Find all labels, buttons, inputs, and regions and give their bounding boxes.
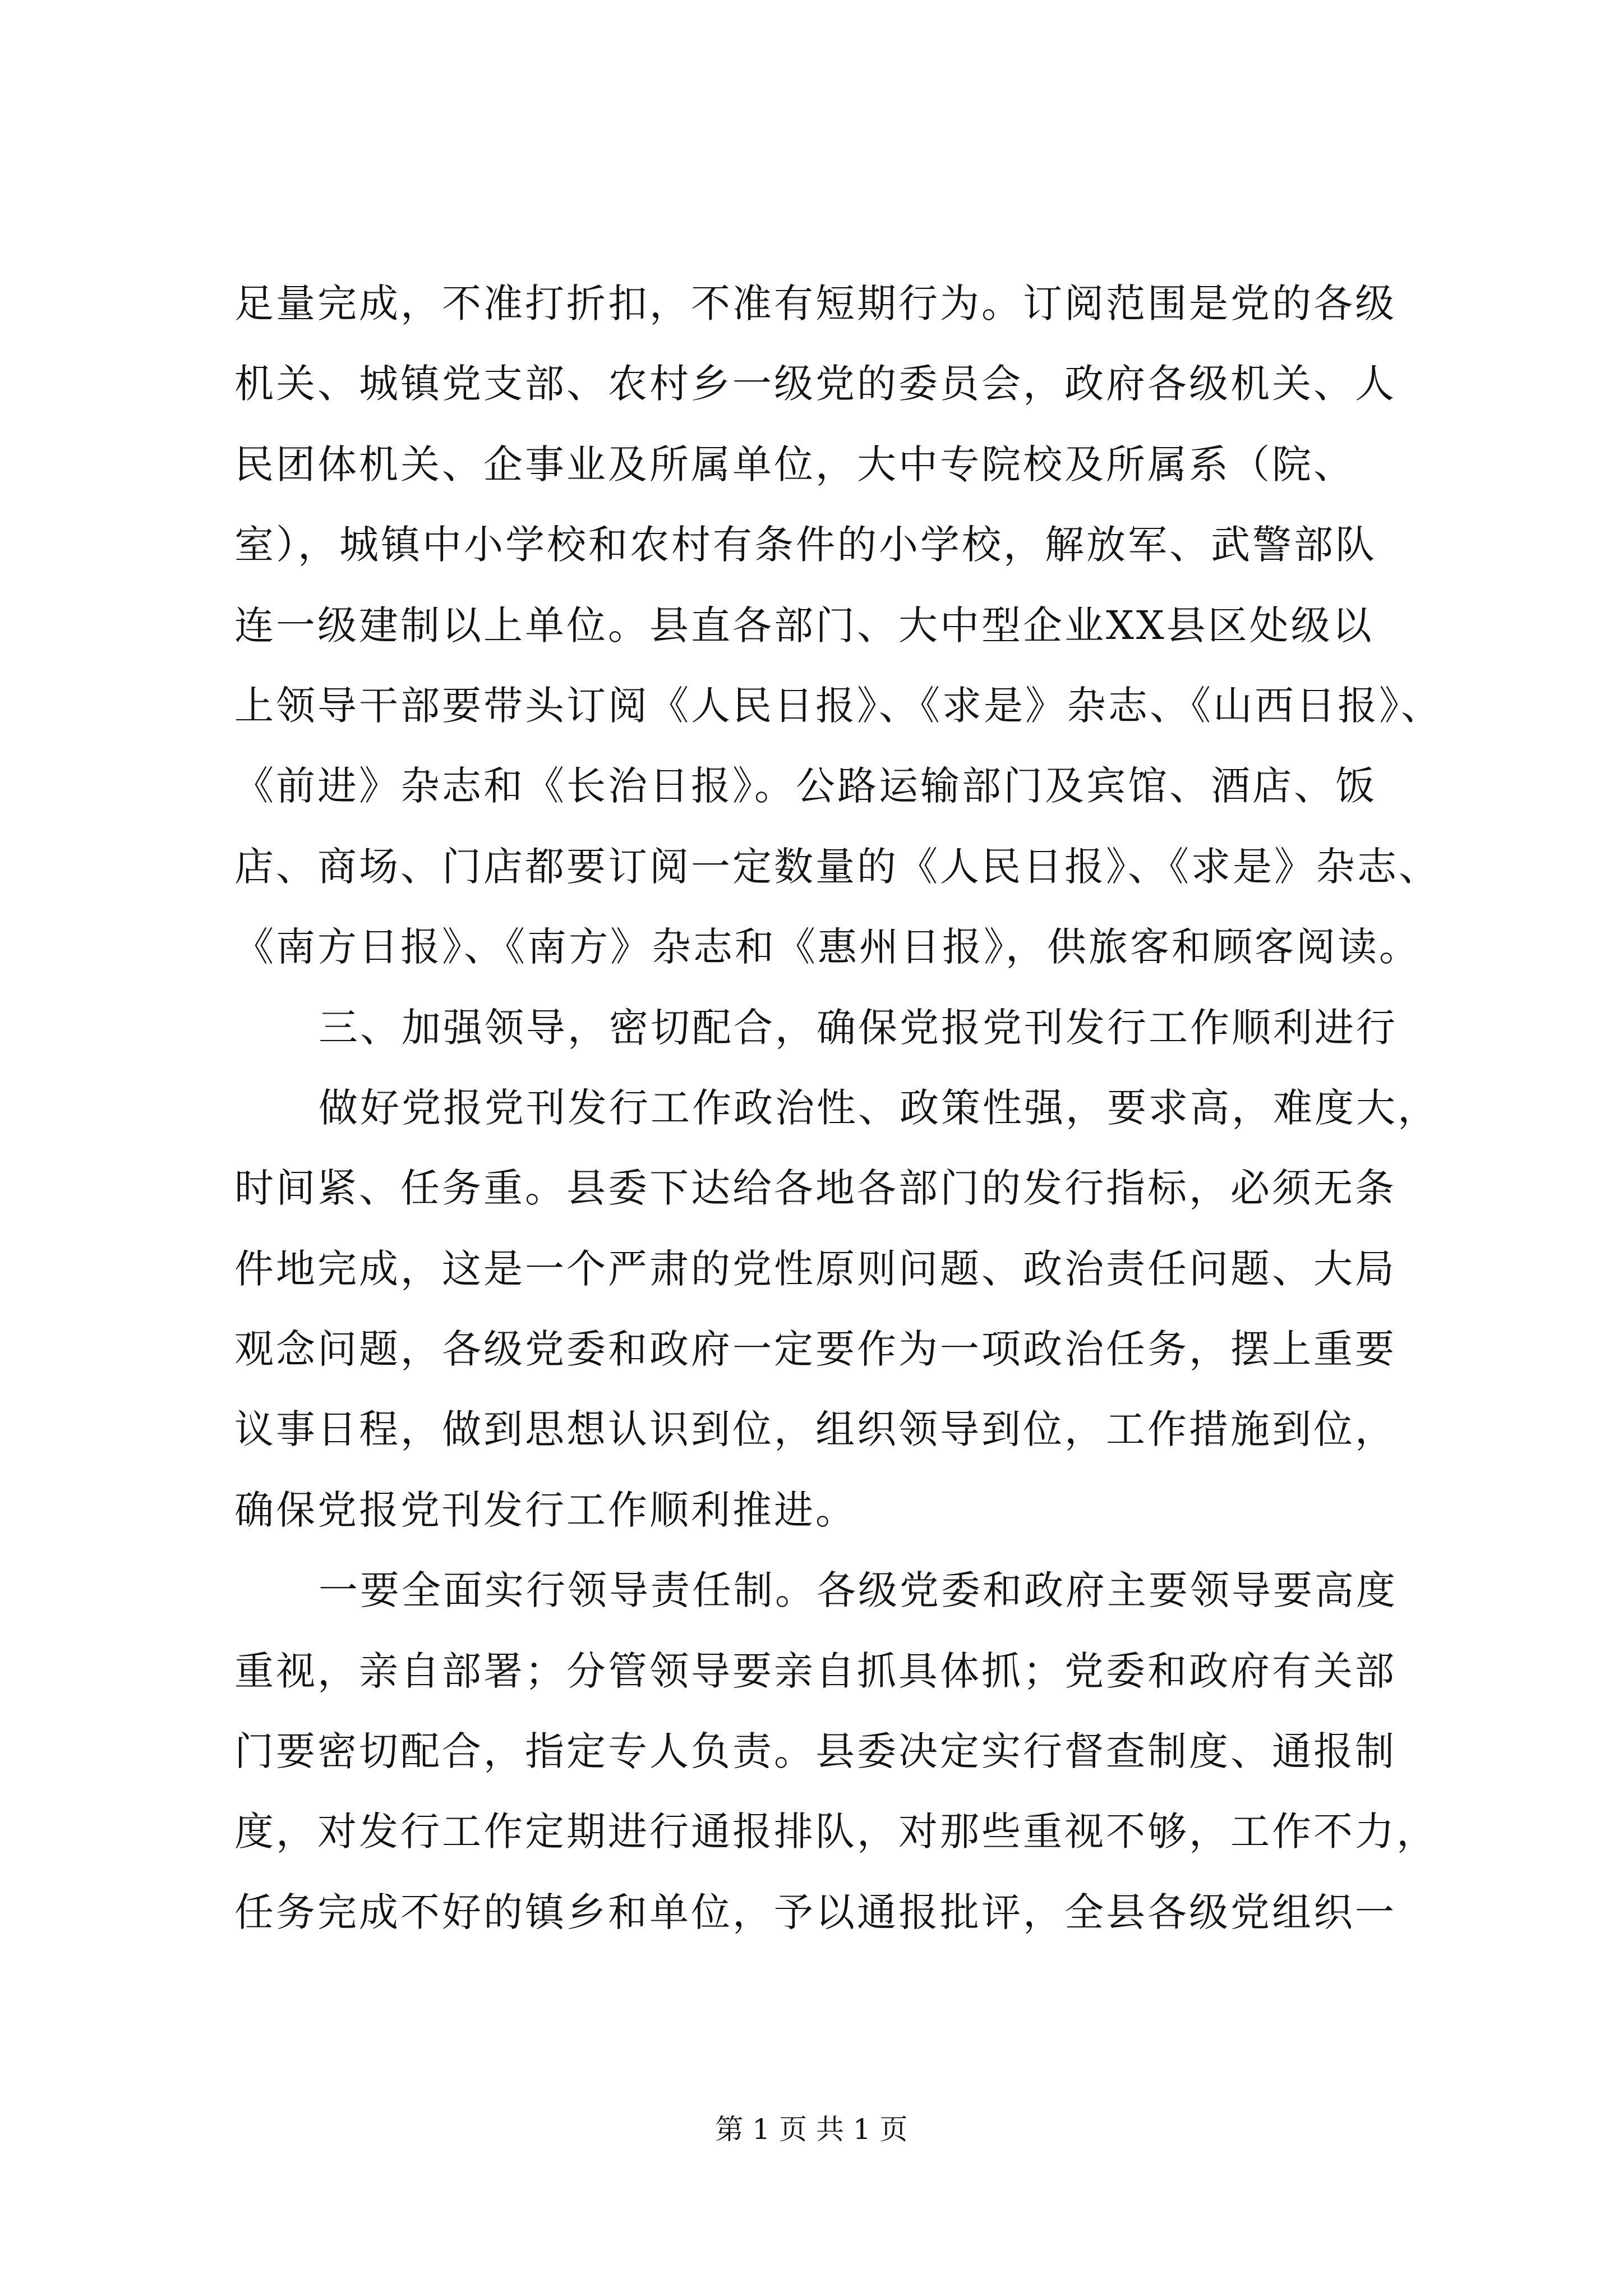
text-line: 连一级建制以上单位。县直各部门、大中型企业XX县区处级以 (234, 602, 1374, 648)
text-line: 度，对发行工作定期进行通报排队，对那些重视不够，工作不力， (234, 1809, 1438, 1855)
document-body (234, 264, 1468, 1953)
text-line: 店、商场、门店都要订阅一定数量的《人民日报》、《求是》杂志、 (234, 843, 1440, 890)
section-heading: 三、加强领导，密切配合，确保党报党刊发行工作顺利进行 (319, 1004, 1398, 1051)
text-line: 观念问题，各级党委和政府一定要作为一项政治任务，摆上重要 (234, 1326, 1396, 1373)
text-line: 室），城镇中小学校和农村有条件的小学校，解放军、武警部队 (234, 522, 1377, 568)
paragraph-first-line: 做好党报党刊发行工作政治性、政策性强，要求高，难度大， (319, 1084, 1439, 1131)
text-line: 任务完成不好的镇乡和单位，予以通报批评，全县各级党组织一 (234, 1889, 1396, 1935)
text-line: 件地完成，这是一个严肃的党性原则问题、政治责任问题、大局 (234, 1245, 1396, 1292)
text-line: 重视，亲自部署；分管领导要亲自抓具体抓；党委和政府有关部 (234, 1648, 1396, 1694)
text-line: 门要密切配合，指定专人负责。县委决定实行督查制度、通报制 (234, 1728, 1396, 1775)
text-line: 时间紧、任务重。县委下达给各地各部门的发行指标，必须无条 (234, 1165, 1396, 1212)
text-line: 足量完成，不准打折扣，不准有短期行为。订阅范围是党的各级 (234, 280, 1396, 326)
text-line: 机关、城镇党支部、农村乡一级党的委员会，政府各级机关、人 (234, 361, 1396, 407)
text-line: 《前进》杂志和《长治日报》。公路运输部门及宾馆、酒店、饭 (234, 763, 1377, 809)
text-line: 《南方日报》、《南方》杂志和《惠州日报》，供旅客和顾客阅读。 (234, 924, 1421, 970)
text-line: 确保党报党刊发行工作顺利推进。 (234, 1487, 857, 1533)
page-number-footer: 第 1 页 共 1 页 (715, 2113, 908, 2146)
text-line: 议事日程，做到思想认识到位，组织领导到位，工作措施到位， (234, 1406, 1396, 1453)
text-line: 民团体机关、企事业及所属单位，大中专院校及所属系（院、 (234, 441, 1355, 487)
paragraph-first-line: 一要全面实行领导责任制。各级党委和政府主要领导要高度 (319, 1567, 1398, 1614)
text-line: 上领导干部要带头订阅《人民日报》、《求是》杂志、《山西日报》、 (234, 682, 1442, 729)
